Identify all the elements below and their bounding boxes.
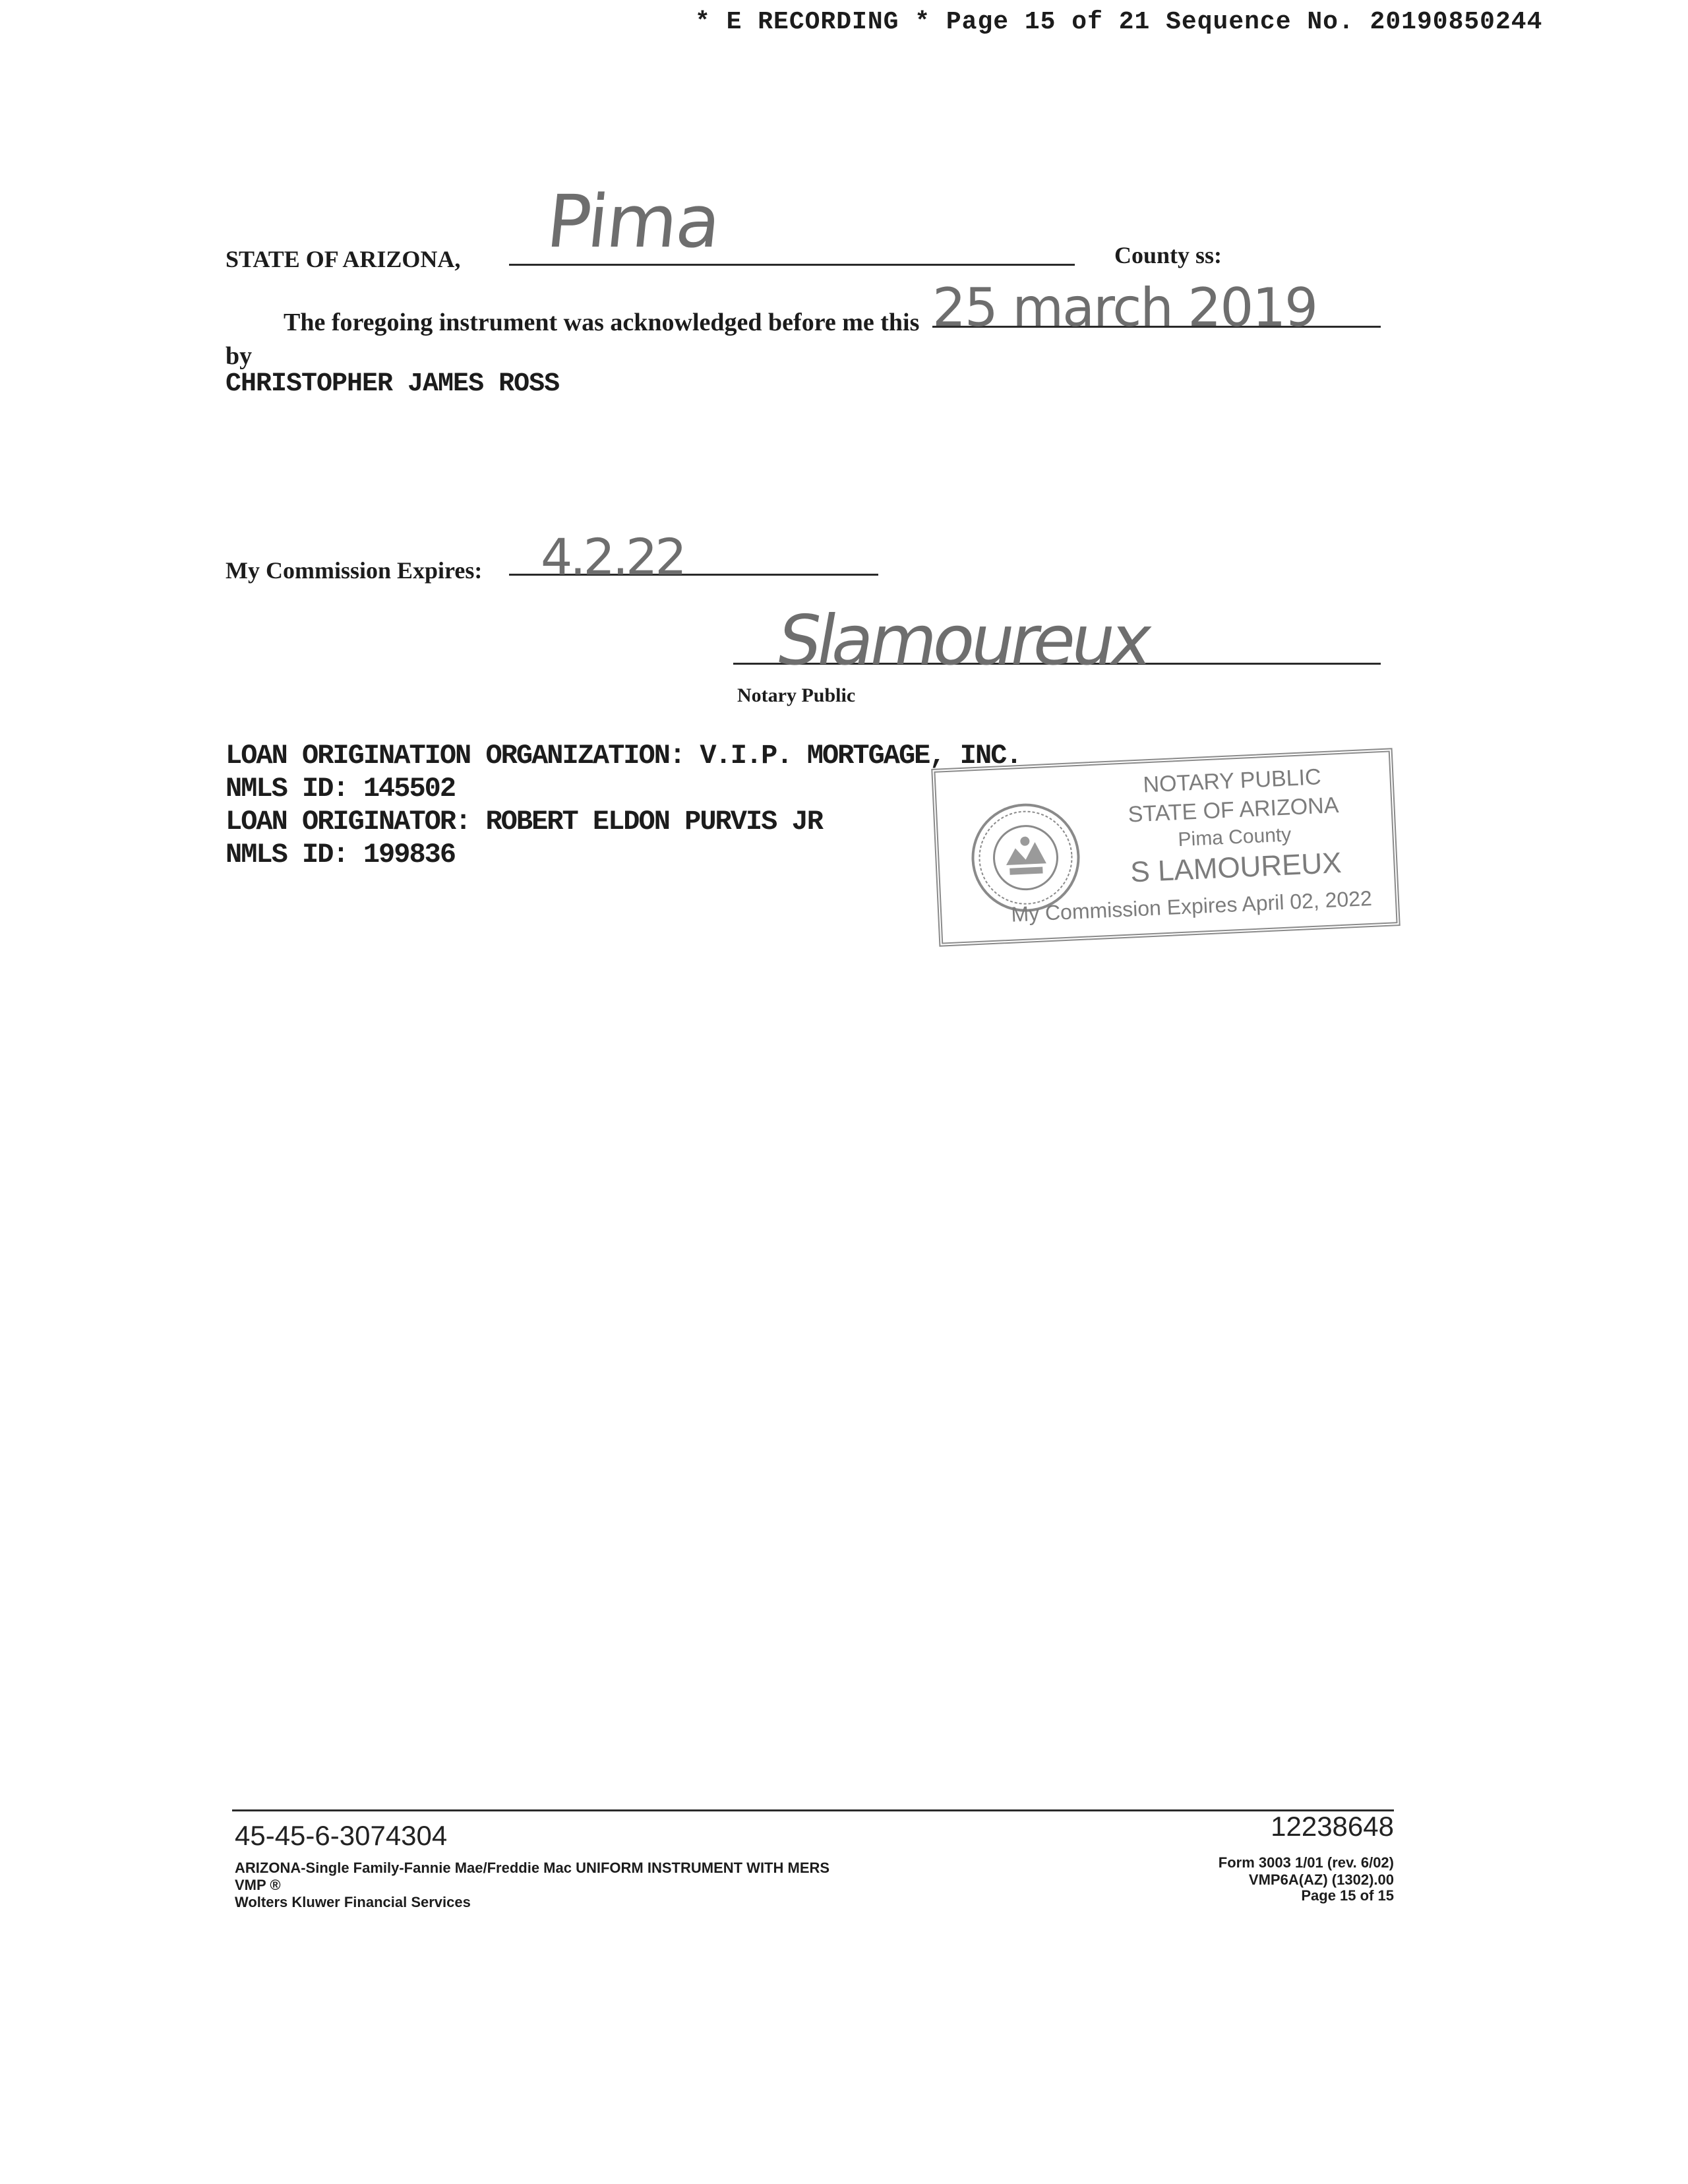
stamp-state: STATE OF ARIZONA (1127, 793, 1340, 828)
county-handwritten: Pima (543, 179, 724, 264)
county-rule (509, 264, 1075, 266)
recording-header: * E RECORDING * Page 15 of 21 Sequence No. 20190850244 (695, 8, 1543, 36)
foregoing-text: The foregoing instrument was acknowledged before me this (284, 309, 920, 336)
notary-signature: Slamoureux (771, 600, 1156, 681)
footer-rule (232, 1809, 1394, 1811)
state-seal-icon (967, 799, 1085, 917)
commission-label: My Commission Expires: (226, 557, 483, 584)
footer-left-number: 45-45-6-3074304 (235, 1820, 448, 1851)
loan-origination-organization: LOAN ORIGINATION ORGANIZATION: V.I.P. MORTGAGE, INC. (226, 740, 1021, 772)
stamp-notary-public: NOTARY PUBLIC (1142, 764, 1322, 798)
date-handwritten: 25 march 2019 (932, 277, 1317, 338)
notary-stamp (931, 748, 1401, 946)
stamp-county: Pima County (1177, 824, 1292, 851)
footer-right-number: 12238648 (1271, 1811, 1394, 1842)
footer-page-number: Page 15 of 15 (1301, 1887, 1394, 1904)
footer-publisher: Wolters Kluwer Financial Services (235, 1894, 471, 1910)
stamp-notary-name: S LAMOUREUX (1130, 846, 1342, 889)
footer-form-code: VMP6A(AZ) (1302).00 (1248, 1871, 1394, 1888)
county-label: County ss: (1114, 242, 1222, 268)
notary-public-label: Notary Public (737, 684, 856, 706)
originator-nmls-id: NMLS ID: 199836 (226, 839, 456, 870)
signer-name: CHRISTOPHER JAMES ROSS (226, 369, 560, 399)
state-label: STATE OF ARIZONA, (226, 246, 461, 272)
commission-handwritten: 4.2.22 (541, 528, 684, 586)
stamp-expiration: My Commission Expires April 02, 2022 (1010, 886, 1373, 926)
footer-form-title: ARIZONA-Single Family-Fannie Mae/Freddie Mac UNIFORM INSTRUMENT WITH MERS (235, 1860, 830, 1876)
footer-form-number: Form 3003 1/01 (rev. 6/02) (1218, 1854, 1394, 1871)
organization-nmls-id: NMLS ID: 145502 (226, 773, 456, 804)
by-label: by (226, 342, 253, 370)
loan-originator: LOAN ORIGINATOR: ROBERT ELDON PURVIS JR (226, 806, 822, 837)
footer-vmp: VMP ® (235, 1877, 281, 1893)
